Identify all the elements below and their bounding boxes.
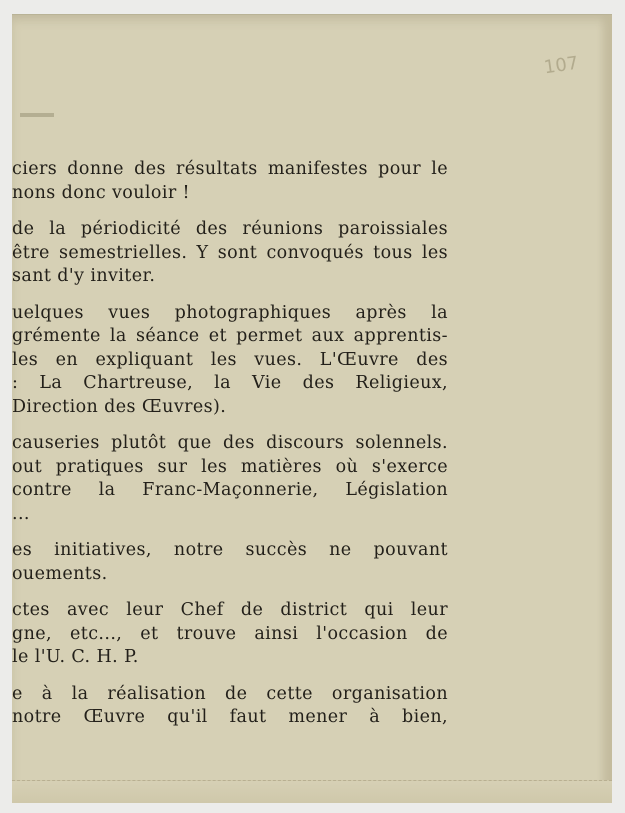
faint-page-number: 107 [542, 52, 580, 79]
text-line: contre la Franc-Maçonnerie, Législation [12, 480, 448, 500]
text-line: : La Chartreuse, la Vie des Religieux, [12, 373, 448, 393]
text-line: sant d'y inviter. [12, 266, 156, 286]
body-text [12, 158, 448, 743]
paragraph-7 [12, 683, 448, 730]
text-line: ... [12, 503, 30, 524]
text-line: de la périodicité des réunions paroissiales [12, 219, 448, 239]
paragraph-1 [12, 158, 448, 205]
text-line: nons donc vouloir ! [12, 182, 190, 203]
text-line: es initiatives, notre succès ne pouvant [12, 540, 448, 560]
text-line: le l'U. C. H. P. [12, 647, 139, 667]
text-line: uelques vues photographiques après la [12, 302, 448, 323]
text-line: ouements. [12, 563, 108, 584]
document-page [12, 14, 612, 803]
paragraph-2 [12, 218, 448, 289]
paragraph-4 [12, 432, 448, 526]
torn-right-edge [598, 15, 612, 803]
text-line: grémente la séance et permet aux apprentis- [12, 326, 448, 346]
paragraph-5 [12, 539, 448, 586]
text-line: gne, etc..., et trouve ainsi l'occasion de [12, 623, 448, 644]
paragraph-6 [12, 599, 448, 670]
text-line: ciers donne des résultats manifestes pour le [12, 159, 448, 179]
text-line: notre Œuvre qu'il faut mener à bien, [12, 707, 448, 727]
text-line: être semestrielles. Y sont convoqués tous les [12, 242, 448, 263]
text-line: causeries plutôt que des discours solennels. [12, 433, 448, 453]
text-line: out pratiques sur les matières où s'exerce [12, 456, 448, 477]
text-line: e à la réalisation de cette organisation [12, 683, 448, 704]
fold-mark [20, 113, 54, 117]
text-line: ctes avec leur Chef de district qui leur [12, 600, 448, 620]
text-line: les en expliquant les vues. L'Œuvre des [12, 349, 448, 370]
text-line: Direction des Œuvres). [12, 396, 227, 417]
paragraph-3 [12, 302, 448, 420]
